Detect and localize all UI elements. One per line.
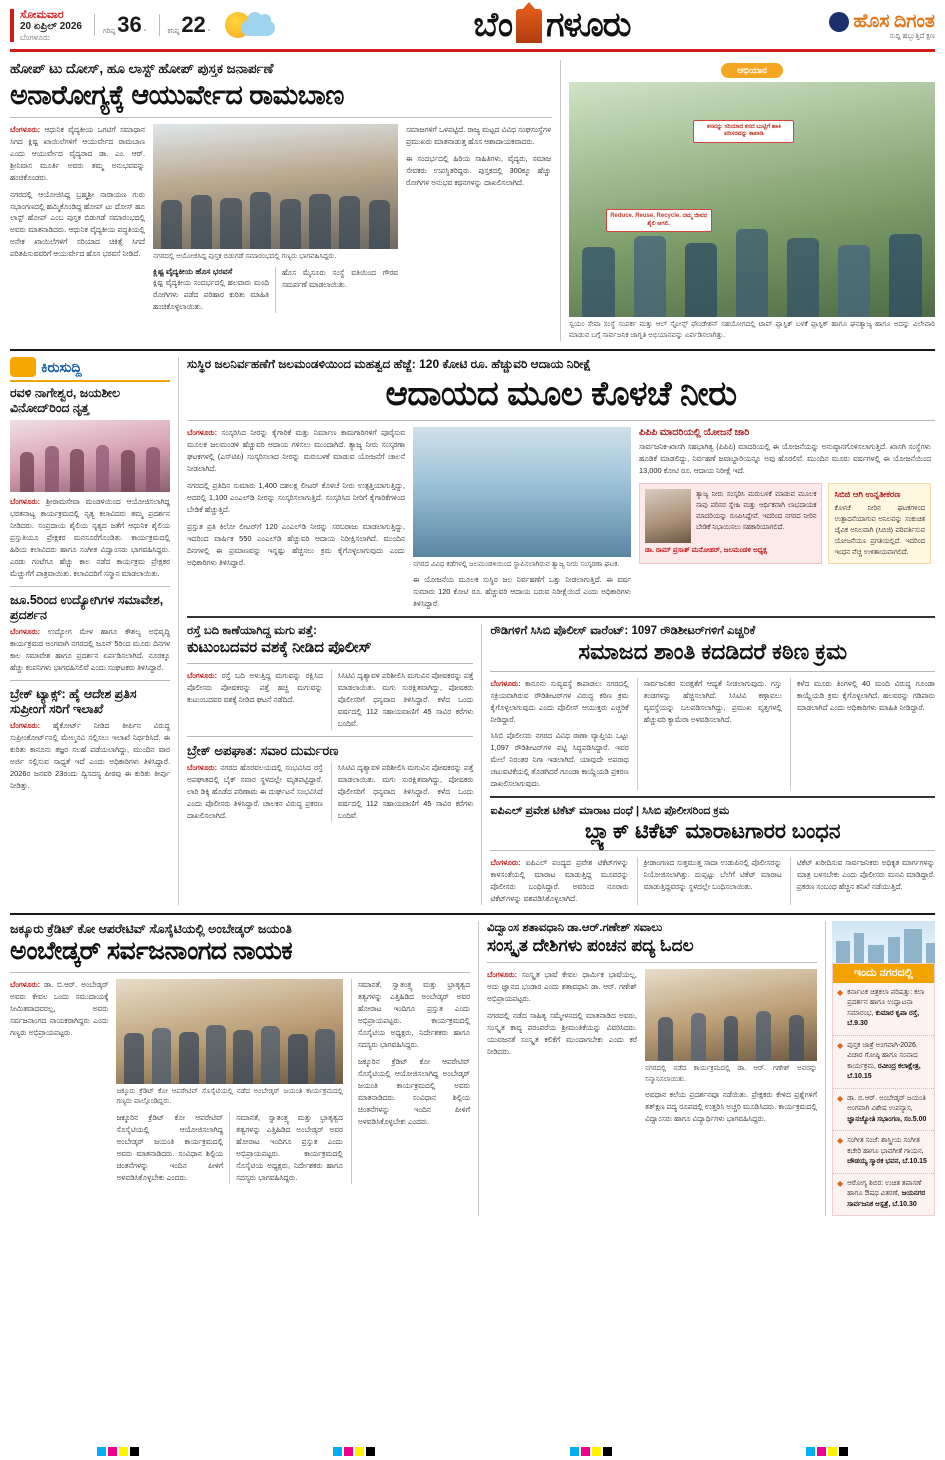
water-body-4: ಈ ಯೋಜನೆಯ ಮೂಲಕ ಸುಸ್ಥಿರ ಜಲ ನಿರ್ವಹಣೆಗೆ ಒತ್ತು ನೀಡಲಾಗುತ್ತಿದೆ. ಈ ವರ್ಷ ಸುಮಾರು 120 ಕೋಟಿ ರೂ. ಹೆಚ್ಚುವರಿ ಆದಾಯ ಬರುವ ನಿರೀಕ್ಷೆಯಿದೆ ಎಂದು ಅಧಿಕಾರಿಗಳು ತಿಳಿಸಿದ್ದಾರೆ. <box>413 575 631 609</box>
abhiyana-block <box>560 60 935 341</box>
bullet-icon: ◆ <box>837 1178 844 1188</box>
kirusuddi-item3-body <box>10 720 170 792</box>
today-item-1-venue: ರವೀಂದ್ರ ಕಲಾಕ್ಷೇತ್ರ, <box>877 1062 921 1070</box>
accident-text: ನಗರದ ಹೊರವಲಯದಲ್ಲಿ ಸಂಭವಿಸಿದ ರಸ್ತೆ ಅಪಘಾತದಲ್ಲಿ ಬೈಕ್ ಸವಾರ ಸ್ಥಳದಲ್ಲೇ ಮೃತಪಟ್ಟಿದ್ದಾರೆ. ಲಾರಿ ಡಿಕ್ಕಿ ಹೊಡೆದ ಪರಿಣಾಮ ಈ ದುರ್ಘಟನೆ ಸಂಭವಿಸಿದೆ ಎಂದು ಪೊಲೀಸರು ತಿಳಿಸಿದ್ದಾರೆ. ಚಾಲಕನ ವಿರುದ್ಧ ಪ್ರಕರಣ ದಾಖಲಿಸಲಾಗಿದೆ. <box>187 762 323 820</box>
lead-col-1 <box>10 124 145 313</box>
edition-title-part1: ಬೆಂ <box>473 6 513 44</box>
child-headline: ಕುಟುಂಬದವರ ವಶಕ್ಕೆ ನೀಡಿದ ಪೊಲೀಸ್ <box>187 639 372 657</box>
ticket-body-3: ಟಿಕೆಟ್ ಖರೀದಿಸುವ ಸಾರ್ವಜನಿಕರು ಅಧಿಕೃತ ಮಾರ್ಗಗಳನ್ನು ಮಾತ್ರ ಬಳಸಬೇಕು ಎಂದು ಪೊಲೀಸರು ಮನವಿ ಮಾಡಿದ್ದಾರೆ. ಪ್ರಕರಣ ಸಂಬಂಧ ಹೆಚ್ಚಿನ ತನಿಖೆ ನಡೆಯುತ್ತಿದೆ. <box>796 857 935 891</box>
placard-2: Reduce. Reuse. Recycle. ನಮ್ಮ ಜೀವನ ಶೈಲಿ ಆಗಲಿ. <box>606 209 712 233</box>
abhiyana-photo <box>569 82 935 317</box>
masthead-left <box>10 9 275 42</box>
quote-portrait <box>645 489 691 543</box>
water-text-1: ಸಂಸ್ಕರಿಸಿದ ನೀರನ್ನು ಕೈಗಾರಿಕೆ ಮತ್ತು ನಿರ್ಮಾಣ ಕಾಮಗಾರಿಗಳಿಗೆ ಪೂರೈಸುವ ಮೂಲಕ ಜಲಮಂಡಳಿ ಹೆಚ್ಚುವರಿ ಆದಾಯ ಗಳಿಸಲು ಮುಂದಾಗಿದೆ. ತ್ಯಾಜ್ಯ ನೀರು ಸಂಸ್ಕರಣಾ ಘಟಕಗಳಲ್ಲಿ (ಎಸ್‌ಟಿಪಿ) ಸಂಸ್ಕರಿಸಲಾದ ನೀರನ್ನು ಮರುಬಳಕೆ ಮಾಡುವ ಯೋಜನೆಗೆ ಚಾಲನೆ ನೀಡಲಾಗಿದೆ. <box>187 427 405 473</box>
lead-text-1: ಆಧುನಿಕ ವೈದ್ಯಕೀಯ ಒಗಟಿಗೆ ಸಮಾಧಾನ ಸಿಗದ ಕ್ಲಿಷ್ಟ ಖಾಯಿಲೆಗಳಿಗೆ ಆಯುರ್ವೇದ ರಾಮಬಾಣ ಎಂದು ಆಯುರ್ವೇದ ವೈದ್ಯರಾದ ಡಾ. ಎಂ. ಆರ್. ಶ್ರೀನಿವಾಸ ಮೂರ್ತಿ ಅವರು ತಮ್ಮ ಅನುಭವವನ್ನು ಹಂಚಿಕೊಂಡರು. <box>10 124 145 182</box>
lead-body-2: ನಗರದಲ್ಲಿ ಆಯೋಜಿಸಿದ್ದ ಬ್ರಹ್ಮಶ್ರೀ ನಾರಾಯಣ ಗುರು ಸಭಾಂಗಣದಲ್ಲಿ ಹಮ್ಮಿಕೊಂಡಿದ್ದ ಹೋಪ್ ಟು ದೋಸ್ ಹೂ ಲಾಸ್ಟ್ ಹೋಪ್ ಎಂಬ ಪುಸ್ತಕ ಬಿಡುಗಡೆ ಸಮಾರಂಭದಲ್ಲಿ ಅವರು ಮಾತನಾಡಿದರು. ಆಧುನಿಕ ವೈದ್ಯಕೀಯ ಪದ್ಧತಿಯಲ್ಲಿ ಅನೇಕ ಖಾಯಿಲೆಗಳಿಗೆ ಸರಿಯಾದ ಚಿಕಿತ್ಸೆ ಸಿಗದೆ ಪರಿತಪಿಸುವವರಿಗೆ ಆಯುರ್ವೇದ ಹೊಸ ಭರವಸೆ ನೀಡಿದೆ. <box>10 189 145 259</box>
temp-high-value: 36 <box>117 12 142 38</box>
vidhana-soudha-icon <box>516 9 542 43</box>
skyline-graphic <box>832 921 935 963</box>
police-story <box>481 624 935 905</box>
police-text-1: ಕಾನೂನು ಸುವ್ಯವಸ್ಥೆ ಕಾಪಾಡಲು ನಗರದಲ್ಲಿ ಸಕ್ರಿಯವಾಗಿರುವ ರೌಡಿಶೀಟರ್‌ಗಳ ವಿರುದ್ಧ ಕಠಿಣ ಕ್ರಮ ಕೈಗೊಳ್ಳಲಾಗುವುದು ಎಂದು ಪೊಲೀಸ್ ಆಯುಕ್ತರು ಎಚ್ಚರಿಕೆ ನೀಡಿದ್ದಾರೆ. <box>490 679 629 725</box>
lead-photo-caption: ನಗರದಲ್ಲಿ ಆಯೋಜಿಸಿದ್ದ ಪುಸ್ತಕ ಬಿಡುಗಡೆ ಸಮಾರಂಭದಲ್ಲಿ ಗಣ್ಯರು ಭಾಗವಹಿಸಿದ್ದರು. <box>153 252 337 260</box>
today-panel <box>832 963 935 1217</box>
police-kicker: ರೌಡಿಗಳಿಗೆ ಸಿಸಿಬಿ ಪೊಲೀಸ್ ವಾರೆಂಟ್: 1097 ರೌಡಿಶೀಟರ್‌ಗಳಿಗೆ ಎಚ್ಚರಿಕೆ <box>490 625 756 638</box>
abhiyana-caption: ಸ್ವಯಂ ಸೇವಾ ಸಂಸ್ಥೆ ಸಂಪರ್ಕ ಮತ್ತು ಆಲ್ ಸ್ಟೋನ್ಸ್ ಫೌಂಡೇಶನ್ ಸಹಯೋಗದಲ್ಲಿ ಟಾಪ್ ಪ್ಲಾಸ್ಟಿಕ್ ಬಳಕೆ ಪ್ಲಾಸ್ಟಿಕ್ ಹಾಗೂ ಘನತ್ಯಾಜ್ಯ ಹಾಗೂ ಅದನ್ನು ವಿಲೇವಾರಿ ಮಾಡುವ ಬಗ್ಗೆ ಸಾರ್ವಜನಿಕ ಜಾಗೃತಿ ಅಭಿಯಾನವನ್ನು ಏರ್ಪಡಿಸಲಾಗಿತ್ತು. <box>569 321 935 339</box>
kirusuddi-item2-text: ಉದ್ಯೋಗ ಮೇಳ ಹಾಗೂ ಕೌಶಲ್ಯ ಅಭಿವೃದ್ಧಿ ಕಾರ್ಯಕ್ರಮದ ಅಂಗವಾಗಿ ನಗರದಲ್ಲಿ ಜೂನ್ 5ರಿಂದ ಮೂರು ದಿನಗಳ ಕಾಲ ಸಮಾವೇಶ ಹಾಗೂ ಪ್ರದರ್ಶನ ಏರ್ಪಡಿಸಲಾಗಿದೆ. ನೂರಕ್ಕೂ ಹೆಚ್ಚು ಕಂಪನಿಗಳು ಭಾಗವಹಿಸಲಿವೆ ಎಂದು ಸಂಘಟಕರು ತಿಳಿಸಿದ್ದಾರೆ. <box>10 626 170 672</box>
temp-low-label: ಕನಿಷ್ಠ <box>167 28 180 36</box>
ticket-body-2: ಕ್ರೀಡಾಂಗಣದ ಸುತ್ತಮುತ್ತ ಸಾದಾ ಉಡುಪಿನಲ್ಲಿ ಪೊಲೀಸರನ್ನು ನಿಯೋಜಿಸಲಾಗಿತ್ತು. ದುಪ್ಪಟ್ಟು ಬೆಲೆಗೆ ಟಿಕೆಟ್ ಮಾರಾಟ ಮಾಡುತ್ತಿದ್ದವರನ್ನು ಸ್ಥಳದಲ್ಲೇ ಬಂಧಿಸಲಾಯಿತು. <box>643 857 782 891</box>
sanskrit-body-2: ನಗರದಲ್ಲಿ ನಡೆದ ಸಾಹಿತ್ಯ ಸಮ್ಮೇಳನದಲ್ಲಿ ಮಾತನಾಡಿದ ಅವರು, ಸಂಸ್ಕೃತ ಕಾವ್ಯ ಪರಂಪರೆಯ ಶ್ರೀಮಂತಿಕೆಯನ್ನು ವಿವರಿಸಿದರು. ಯುವಜನತೆ ಸಂಸ್ಕೃತ ಕಲಿಕೆಗೆ ಮುಂದಾಗಬೇಕು ಎಂದು ಕರೆ ನೀಡಿದರು. <box>487 1011 637 1056</box>
lead-photo-figures <box>153 180 398 249</box>
kirusuddi-item3-dateline: ಬೆಂಗಳೂರು: <box>10 720 41 730</box>
ambedkar-body-1 <box>10 979 108 1039</box>
ambedkar-headline: ಅಂಬೇಡ್ಕರ್ ಸರ್ವಜನಾಂಗದ ನಾಯಕ <box>10 937 293 965</box>
water-photo-caption: ನಗರದ ವಿವಿಧ ಕಡೆಗಳಲ್ಲಿ ಜಲಮಂಡಳಿಯಿಂದ ಸ್ಥಾಪಿಸಲಾಗಿರುವ ತ್ಯಾಜ್ಯ ನೀರು ಸಂಸ್ಕರಣಾ ಘಟಕ. <box>413 560 620 568</box>
placard-1: ಕಸವನ್ನು ಸರಿಯಾದ ಕಸದ ಬುಟ್ಟಿಗೆ ಹಾಕಿ ಪರಿಸರವನ್ನು ಕಾಪಾಡಿ <box>693 120 794 144</box>
bullet-icon: ◆ <box>837 987 844 997</box>
weather-high <box>94 14 147 36</box>
today-in-city <box>825 921 935 1217</box>
kirusuddi-item1-dateline: ಬೆಂಗಳೂರು: <box>10 497 41 506</box>
lead-dateline: ಬೆಂಗಳೂರು: <box>10 124 41 134</box>
ticket-text-1: ಐಪಿಎಲ್ ಪಂದ್ಯದ ಪ್ರವೇಶ ಟಿಕೆಟ್‌ಗಳನ್ನು ಕಾಳಸಂತೆಯಲ್ಲಿ ಮಾರಾಟ ಮಾಡುತ್ತಿದ್ದ ಮೂವರನ್ನು ಪೊಲೀಸರು ಬಂಧಿಸಿದ್ದಾರೆ. ಅವರಿಂದ ನೂರಾರು ಟಿಕೆಟ್‌ಗಳನ್ನು ವಶಪಡಿಸಿಕೊಳ್ಳಲಾಗಿದೆ. <box>490 857 629 903</box>
cbg-title: ಸಿಬಿಜಿ ಆಗಿ ಉನ್ನತೀಕರಣ <box>834 488 901 499</box>
bottom-section <box>10 921 935 1217</box>
publication-brand <box>829 11 935 41</box>
lower-middle <box>187 624 935 905</box>
quote-box <box>639 483 822 564</box>
lead-col-3 <box>406 124 551 313</box>
kirusuddi-column <box>10 357 170 905</box>
water-headline: ಆದಾಯದ ಮೂಲ ಕೊಳಚೆ ನೀರು <box>385 374 737 413</box>
accident-body-cont: ಸಿಸಿಟಿವಿ ದೃಶ್ಯಾವಳಿ ಪರಿಶೀಲಿಸಿ ಮಗುವಿನ ಪೋಷಕರನ್ನು ಪತ್ತೆ ಮಾಡಲಾಯಿತು. ಮಗು ಸುರಕ್ಷಿತವಾಗಿದ್ದು, ಪೋಷಕರು ಪೊಲೀಸರಿಗೆ ಧನ್ಯವಾದ ತಿಳಿಸಿದ್ದಾರೆ. ಕಳೆದ ಒಂದು ವರ್ಷದಲ್ಲಿ 112 ಸಹಾಯವಾಣಿಗೆ 45 ಸಾವಿರ ಕರೆಗಳು ಬಂದಿವೆ. <box>337 762 474 820</box>
list-item <box>833 1174 934 1216</box>
abhiyana-badge: ಅಭಿಯಾನ <box>721 63 783 78</box>
sanskrit-dateline: ಬೆಂಗಳೂರು: <box>487 970 518 980</box>
ambedkar-story <box>10 921 470 1217</box>
brand-tagline: ಸುದ್ದಿ ಹಬ್ಬುತ್ತಿದೆ ಕ್ಷಣ <box>889 32 935 40</box>
kirusuddi-item2-body <box>10 626 170 674</box>
child-kicker: ರಸ್ತೆ ಬದಿ ಕಾಣೆಯಾಗಿದ್ದ ಮಗು ಪತ್ತೆ: <box>187 625 317 638</box>
police-headline: ಸಮಾಜದ ಶಾಂತಿ ಕದಡಿದರೆ ಕಠಿಣ ಕ್ರಮ <box>578 639 848 665</box>
ambedkar-body-4: ಸಮಾನತೆ, ಸ್ವಾತಂತ್ರ್ಯ ಮತ್ತು ಭ್ರಾತೃತ್ವದ ತತ್ವಗಳನ್ನು ಎತ್ತಿಹಿಡಿದ ಅಂಬೇಡ್ಕರ್ ಅವರ ಹೋರಾಟ ಇಂದಿಗೂ ಪ್ರಸ್ತುತ ಎಂದು ಅಭಿಪ್ರಾಯಪಟ್ಟರು. ಕಾರ್ಯಕ್ರಮದಲ್ಲಿ ಸೊಸೈಟಿಯ ಅಧ್ಯಕ್ಷರು, ನಿರ್ದೇಶಕರು ಹಾಗೂ ಸದಸ್ಯರು ಭಾಗವಹಿಸಿದ್ದರು. <box>357 979 470 1049</box>
list-item <box>833 1036 934 1089</box>
print-registration-marks <box>0 1443 945 1456</box>
list-item <box>833 1131 934 1174</box>
kirusuddi-item2-dateline: ಬೆಂಗಳೂರು: <box>10 626 41 636</box>
weather-icon <box>219 12 275 38</box>
cbg-box <box>828 483 931 564</box>
edition-title-wrap <box>275 6 830 45</box>
quote-text: ತ್ಯಾಜ್ಯ ನೀರು ಸಂಸ್ಕರಿಸಿ ಮರುಬಳಕೆ ಮಾಡುವ ಮೂಲಕ ನಾವು ಪರಿಸರ ಸ್ನೇಹಿ ಮತ್ತು ಆರ್ಥಿಕವಾಗಿ ಲಾಭದಾಯಕ ಮಾದರಿಯನ್ನು ರೂಪಿಸಿದ್ದೇವೆ. ಇದರಿಂದ ನಗರದ ನೀರಿನ ಬೇಡಿಕೆ ನಿಭಾಯಿಸಲು ಸಹಕಾರಿಯಾಗಲಿದೆ. <box>696 490 817 531</box>
ticket-dateline: ಬೆಂಗಳೂರು: <box>490 857 521 867</box>
ambedkar-caption: ಜಕ್ಕೂರು ಕ್ರೆಡಿಟ್ ಕೋ ಆಪರೇಟಿವ್ ಸೊಸೈಟಿಯಲ್ಲಿ ನಡೆದ ಅಂಬೇಡ್ಕರ್ ಜಯಂತಿ ಕಾರ್ಯಕ್ರಮದಲ್ಲಿ ಗಣ್ಯರು ಪಾಲ್ಗೊಂಡಿದ್ದರು. <box>116 1087 343 1106</box>
today-item-2-venue: ಜ್ಞಾನಜ್ಯೋತಿ ಸಭಾಂಗಣ, <box>847 1115 903 1123</box>
water-kicker: ಸುಸ್ಥಿರ ಜಲನಿರ್ವಹಣೆಗೆ ಜಲಮಂಡಳಿಯಿಂದ ಮಹತ್ವದ ಹೆಜ್ಜೆ: 120 ಕೋಟಿ ರೂ. ಹೆಚ್ಚುವರಿ ಆದಾಯ ನಿರೀಕ್ಷೆ <box>187 357 591 371</box>
temp-high-label: ಗರಿಷ್ಠ <box>102 28 116 36</box>
ambedkar-body-5: ಜಕ್ಕೂರಿನ ಕ್ರೆಡಿಟ್ ಕೋ ಆಪರೇಟಿವ್ ಸೊಸೈಟಿಯಲ್ಲಿ ಆಯೋಜಿಸಲಾಗಿದ್ದ ಅಂಬೇಡ್ಕರ್ ಜಯಂತಿ ಕಾರ್ಯಕ್ರಮದಲ್ಲಿ ಅವರು ಮಾತನಾಡಿದರು. ಸಂವಿಧಾನ ಶಿಲ್ಪಿಯ ಚಿಂತನೆಗಳನ್ನು ಇಂದಿನ ಪೀಳಿಗೆ ಅಳವಡಿಸಿಕೊಳ್ಳಬೇಕು ಎಂದರು. <box>357 1056 470 1126</box>
brand-name-2: ದಿಗಂತ <box>893 10 935 32</box>
today-item-1-text: ಪುಸ್ತಕ ಜಾತ್ರೆ ಅಂಗವಾಗಿ-2026. ವಿಚಾರ ಗೋಷ್ಠಿ ಹಾಗೂ ಸಂವಾದ ಕಾರ್ಯಕ್ರಮ, <box>847 1041 918 1070</box>
date-city: ಬೆಂಗಳೂರು <box>20 32 50 42</box>
sanskrit-body-3: ಅವಧಾನ ಕಲೆಯ ಪ್ರದರ್ಶನವೂ ನಡೆಯಿತು. ಪ್ರೇಕ್ಷಕರು ಕೇಳಿದ ಪ್ರಶ್ನೆಗಳಿಗೆ ತತ್‌ಕ್ಷಣ ಪದ್ಯ ರೂಪದಲ್ಲಿ ಉತ್ತರಿಸಿ ಅಚ್ಚರಿ ಮೂಡಿಸಿದರು. ಕಾರ್ಯಕ್ರಮದಲ್ಲಿ ವಿದ್ವಾಂಸರು ಹಾಗೂ ವಿದ್ಯಾರ್ಥಿಗಳು ಭಾಗವಹಿಸಿದ್ದರು. <box>645 1090 817 1124</box>
sanskrit-photo <box>645 969 817 1061</box>
accident-title: ಬ್ರೇಕ್ ಅಪಘಾತ: ಸವಾರ ದುರ್ಮರಣ <box>187 743 339 758</box>
child-found-story <box>187 624 473 905</box>
lead-headline: ಅನಾರೋಗ್ಯಕ್ಕೆ ಆಯುರ್ವೇದ ರಾಮಬಾಣ <box>10 79 344 110</box>
lead-body-1 <box>10 124 145 184</box>
brand-name-1: ಹೊಸ <box>853 10 890 32</box>
lead-sub1-title: ಕ್ಲಿಷ್ಟ ವೈದ್ಯಕೀಯ ಹೊಸ ಭರವಸೆ <box>153 267 233 277</box>
accident-dateline: ಬೆಂಗಳೂರು: <box>187 762 218 772</box>
lead-sub2-body: ಹೊಸ ಮೈಸೂರು ಸಂಸ್ಥೆ ವತಿಯಿಂದ ಗೌರವ ಸಮರ್ಪಣೆ ಮಾಡಲಾಯಿತು. <box>282 268 398 290</box>
cbg-body: ಕೊಳಚೆ ನೀರಿನ ಘಟಕಗಳಿಂದ ಉತ್ಪಾದನೆಯಾಗುವ ಅನಿಲವನ್ನು ಸಂಕುಚಿತ ಜೈವಿಕ ಅನಿಲವಾಗಿ (ಸಿಬಿಜಿ) ಪರಿವರ್ತಿಸುವ ಯೋಜನೆಯೂ ಪ್ರಗತಿಯಲ್ಲಿದೆ. ಇದರಿಂದ ಇಂಧನ ವೆಚ್ಚ ಉಳಿತಾಯವಾಗಲಿದೆ. <box>834 504 925 556</box>
today-title: ಇಂದು ನಗರದಲ್ಲಿ <box>833 964 934 983</box>
sanskrit-body-1 <box>487 969 637 1005</box>
water-col-1 <box>187 427 405 610</box>
ticket-body-1 <box>490 857 628 905</box>
water-dateline: ಬೆಂಗಳೂರು: <box>187 427 218 437</box>
ambedkar-body-3: ಸಮಾನತೆ, ಸ್ವಾತಂತ್ರ್ಯ ಮತ್ತು ಭ್ರಾತೃತ್ವದ ತತ್ವಗಳನ್ನು ಎತ್ತಿಹಿಡಿದ ಅಂಬೇಡ್ಕರ್ ಅವರ ಹೋರಾಟ ಇಂದಿಗೂ ಪ್ರಸ್ತುತ ಎಂದು ಅಭಿಪ್ರಾಯಪಟ್ಟರು. ಕಾರ್ಯಕ್ರಮದಲ್ಲಿ ಸೊಸೈಟಿಯ ಅಧ್ಯಕ್ಷರು, ನಿರ್ದೇಶಕರು ಹಾಗೂ ಸದಸ್ಯರು ಭಾಗವಹಿಸಿದ್ದರು. <box>236 1112 343 1182</box>
today-item-3-text: ಸಂಗೀತ ಸಂಜೆ: ಶಾಸ್ತ್ರೀಯ ಸಂಗೀತ ಕಚೇರಿ ಹಾಗೂ ಭಾವಗೀತೆ ಗಾಯನ, <box>847 1137 924 1155</box>
today-item-2-text: ಡಾ. ಬಿ.ಆರ್. ಅಂಬೇಡ್ಕರ್ ಜಯಂತಿ ಅಂಗವಾಗಿ ವಿಶೇಷ ಉಪನ್ಯಾಸ, <box>847 1094 926 1113</box>
lead-kicker: ಹೋಪ್ ಟು ದೋಸ್, ಹೂ ಲಾಸ್ಟ್ ಹೋಪ್ ಪುಸ್ತಕ ಜನಾರ್ಪಣೆ <box>10 61 274 76</box>
police-body-1b: ಸಿಸಿಬಿ ಪೊಲೀಸರು ನಗರದ ವಿವಿಧ ಠಾಣಾ ವ್ಯಾಪ್ತಿಯ ಒಟ್ಟು 1,097 ರೌಡಿಶೀಟರ್‌ಗಳ ಪಟ್ಟಿ ಸಿದ್ಧಪಡಿಸಿದ್ದಾರೆ. ಇವರ ಮೇಲೆ ನಿರಂತರ ನಿಗಾ ಇಡಲಾಗಿದೆ. ಯಾವುದೇ ಅಪರಾಧ ಚಟುವಟಿಕೆಯಲ್ಲಿ ತೊಡಗಿದರೆ ಗೂಂಡಾ ಕಾಯ್ದೆಯಡಿ ಪ್ರಕರಣ ದಾಖಲಿಸಲಾಗುವುದು. <box>490 731 629 789</box>
kirusuddi-item1-body <box>10 496 170 580</box>
kirusuddi-item3-title: ಬ್ರೇಕ್ ಟ್ಯಾಕ್ಸ್: ಹೈ ಆದೇಶ ಪ್ರತಿಸ ಸುಪ್ರೀಂಗೆ ಸರಿಗೆ ಇಲಾಖೆ <box>10 686 137 716</box>
bullet-icon: ◆ <box>837 1093 844 1103</box>
police-body-3: ಕಳೆದ ಮೂರು ತಿಂಗಳಲ್ಲಿ 40 ಮಂದಿ ವಿರುದ್ಧ ಗೂಂಡಾ ಕಾಯ್ದೆಯಡಿ ಕ್ರಮ ಕೈಗೊಳ್ಳಲಾಗಿದೆ. ಹಲವರನ್ನು ಗಡಿಪಾರು ಮಾಡಲಾಗಿದೆ ಎಂದು ಅಧಿಕಾರಿಗಳು ಮಾಹಿತಿ ನೀಡಿದ್ದಾರೆ. <box>796 679 935 713</box>
kirusuddi-item3-text: ಹೈಕೋರ್ಟ್ ನೀಡಿದ ತೀರ್ಪಿನ ವಿರುದ್ಧ ಸುಪ್ರೀಂಕೋರ್ಟ್‌ನಲ್ಲಿ ಮೇಲ್ಮನವಿ ಸಲ್ಲಿಸಲು ಇಲಾಖೆ ನಿರ್ಧರಿಸಿದೆ. ಈ ಕುರಿತು ಕಾನೂನು ತಜ್ಞರ ಸಲಹೆ ಪಡೆಯಲಾಗಿದ್ದು, ಮುಂದಿನ ವಾರ ಅರ್ಜಿ ಸಲ್ಲಿಸುವ ಸಾಧ್ಯತೆ ಇದೆ ಎಂದು ಅಧಿಕಾರಿಗಳು ತಿಳಿಸಿದ್ದಾರೆ. 2026ರ ಜನವರಿ 23ರಂದು ದ್ವಿಸದಸ್ಯ ಪೀಠವು ಈ ಕುರಿತು ತೀರ್ಪು ನೀಡಿತ್ತು. <box>10 720 170 790</box>
today-item-4-text: ಆರೋಗ್ಯ ಶಿಬಿರ: ಉಚಿತ ತಪಾಸಣೆ ಹಾಗೂ ಔಷಧ ವಿತರಣೆ, <box>847 1179 922 1198</box>
temp-low-value: 22 <box>181 12 206 38</box>
lead-photo <box>153 124 398 249</box>
lead-sub1-body: ಕ್ಲಿಷ್ಟ ವೈದ್ಯಕೀಯ ಸಂದರ್ಭದಲ್ಲಿ ಹಲವಾರು ಮಂದಿ ರೋಗಿಗಳು ಪಡೆದ ಪರಿಹಾರ ಕುರಿತು ಮಾಹಿತಿ ಹಂಚಿಕೊಳ್ಳಲಾಯಿತು. <box>153 278 269 312</box>
middle-section <box>10 357 935 905</box>
top-section <box>10 60 935 341</box>
temp-high-unit: ° <box>143 29 147 37</box>
child-dateline: ಬೆಂಗಳೂರು: <box>187 671 218 681</box>
kirusuddi-item2-title: ಜೂ.5ರಿಂದ ಉದ್ಯೋಗಿಗಳ ಸಮಾವೇಶ, ಪ್ರದರ್ಶನ <box>10 592 164 622</box>
water-story-block <box>178 357 935 905</box>
ambedkar-kicker: ಜಕ್ಕೂರು ಕ್ರೆಡಿಟ್ ಕೋ ಆಪರೇಟಿವ್ ಸೊಸೈಟಿಯಲ್ಲಿ ಅಂಬೇಡ್ಕರ್ ಜಯಂತಿ <box>10 921 292 936</box>
child-body-1 <box>187 670 323 706</box>
water-photo <box>413 427 631 557</box>
quote-attribution: ಡಾ. ರಾಮ್ ಪ್ರಸಾತ್ ಮನೋಹರ್, ಜಲಮಂಡಳಿ ಅಧ್ಯಕ್ಷ <box>645 546 767 554</box>
police-dateline: ಬೆಂಗಳೂರು: <box>490 679 521 689</box>
masthead <box>10 6 935 52</box>
bullet-icon: ◆ <box>837 1136 844 1146</box>
date-day: ಸೋಮವಾರ <box>20 8 64 21</box>
today-item-0-venue: ಕುಮಾರ ಕೃಪಾ ರಸ್ತೆ, <box>875 1009 920 1017</box>
water-body-3: ಪ್ರಸ್ತುತ ಪ್ರತಿ ಕಿಲೋ ಲೀಟರ್‌ಗೆ 120 ಎಂಎಲ್‌ಡಿ ನೀರನ್ನು ಸರಬರಾಜು ಮಾಡಲಾಗುತ್ತಿದ್ದು, ಇದರಿಂದ ವಾರ್ಷಿಕ 550 ಎಂಎಲ್‌ಡಿ ಹೆಚ್ಚುವರಿ ಆದಾಯ ನಿರೀಕ್ಷಿಸಲಾಗಿದೆ. ಮುಂದಿನ ದಿನಗಳಲ್ಲಿ ಈ ಪ್ರಮಾಣವನ್ನು ಇನ್ನಷ್ಟು ಹೆಚ್ಚಿಸಲು ಕ್ರಮ ಕೈಗೊಳ್ಳಲಾಗುವುದು ಎಂದು ಅಧಿಕಾರಿಗಳು ತಿಳಿಸಿದ್ದಾರೆ. <box>187 521 405 567</box>
water-col-2 <box>413 427 631 610</box>
temp-low-unit: ° <box>207 29 211 37</box>
lead-body-3: ಸಮಾಜಗಳಿಗೆ ಒಳಪಟ್ಟಿದೆ. ರಾಜ್ಯ ಮಟ್ಟದ ವಿವಿಧ ಸಂಘಸಂಸ್ಥೆಗಳ ಪ್ರಮುಖರು ಮಾತನಾಡುತ್ತ ಹೊಸ ಆಶಾದಾಯಕವಾದರು. <box>406 124 551 146</box>
pointing-hand-icon <box>10 357 36 377</box>
police-body-1 <box>490 678 628 726</box>
kirusuddi-item1-text: ಶ್ರೀರಾಮಸೇವಾ ಮಂಡಳಿಯಿಂದ ಆಯೋಜಿಸಲಾಗಿದ್ದ ಭರತನಾಟ್ಯ ಕಾರ್ಯಕ್ರಮದಲ್ಲಿ ನೃತ್ಯ ಕಲಾವಿದರು ತಮ್ಮ ಪ್ರದರ್ಶನ ನೀಡಿದರು. ಸಂಪ್ರದಾಯ ಶೈಲಿಯ ನೃತ್ಯದ ಜತೆಗೆ ಆಧುನಿಕ ಶೈಲಿಯ ಪ್ರಸ್ತುತಿಯೂ ಪ್ರೇಕ್ಷಕರ ಮನಸೂರೆಗೊಂಡಿತು. ಕಾರ್ಯಕ್ರಮದಲ್ಲಿ ಹಿರಿಯ ಕಲಾವಿದರು ಹಾಗೂ ಸಂಗೀತ ವಿದ್ವಾಂಸರು ಭಾಗವಹಿಸಿದ್ದರು. ಎರಡು ಗಂಟೆಗೂ ಹೆಚ್ಚು ಕಾಲ ನಡೆದ ಕಾರ್ಯಕ್ರಮ ಪ್ರೇಕ್ಷಕರ ಮೆಚ್ಚುಗೆಗೆ ಪಾತ್ರವಾಯಿತು. ಕಲಾವಿದರಿಗೆ ಸನ್ಮಾನ ಮಾಡಲಾಯಿತು. <box>10 497 170 578</box>
sanskrit-headline: ಸಂಸ್ಕೃತ ದೇಶಿಗಳು ಪಂಚನ ಪದ್ಯ ಓದಲ <box>487 935 694 955</box>
accident-body <box>187 762 323 822</box>
ticket-headline: ಬ್ಲ್ಯಾಕ್ ಟಿಕೆಟ್ ಮಾರಾಟಗಾರರ ಬಂಧನ <box>584 819 841 843</box>
water-body-2: ನಗರದಲ್ಲಿ ಪ್ರತಿದಿನ ಸುಮಾರು 1,400 ದಶಲಕ್ಷ ಲೀಟರ್ ಕೊಳಚೆ ನೀರು ಉತ್ಪತ್ತಿಯಾಗುತ್ತಿದ್ದು, ಅದರಲ್ಲಿ 1,100 ಎಂಎಲ್‌ಡಿ ನೀರನ್ನು ಸಂಸ್ಕರಿಸಲಾಗುತ್ತಿದೆ. ಸಂಸ್ಕರಿಸಿದ ನೀರಿಗೆ ಕೈಗಾರಿಕೆಗಳಿಂದ ಬೇಡಿಕೆ ಹೆಚ್ಚುತ್ತಿದೆ. <box>187 480 405 514</box>
today-item-4-time: ಬೆ.10.30 <box>892 1200 917 1208</box>
kirusuddi-item1-title: ರವಳಿ ನಾಗೇಶ್ವರ, ಜಯಶೀಲ ವಿನೋದ್‌ರಿಂದ ನೃತ್ತ <box>10 386 121 415</box>
today-item-3-time: ಬೆ.10.15 <box>902 1158 927 1166</box>
police-body-2: ಸಾರ್ವಜನಿಕರ ಸುರಕ್ಷತೆಗೆ ಆದ್ಯತೆ ನೀಡಲಾಗುವುದು. ಗಸ್ತು ತಂಡಗಳನ್ನು ಹೆಚ್ಚಿಸಲಾಗಿದೆ. ಸಿಸಿಟಿವಿ ಕಣ್ಗಾವಲು ವ್ಯವಸ್ಥೆಯನ್ನು ಬಲಪಡಿಸಲಾಗಿದ್ದು, ಪ್ರಮುಖ ವೃತ್ತಗಳಲ್ಲಿ ಹೆಚ್ಚುವರಿ ಕ್ಯಾಮೆರಾ ಅಳವಡಿಸಲಾಗಿದೆ. <box>643 679 782 725</box>
bullet-icon: ◆ <box>837 1040 844 1050</box>
date-block <box>10 9 82 42</box>
sanskrit-caption: ನಗರದಲ್ಲಿ ನಡೆದ ಕಾರ್ಯಕ್ರಮದಲ್ಲಿ ಡಾ. ಆರ್. ಗಣೇಶ್ ಅವರನ್ನು ಸನ್ಮಾನಿಸಲಾಯಿತು. <box>645 1065 817 1083</box>
ambedkar-col-3 <box>351 979 470 1184</box>
water-col-3 <box>639 427 931 610</box>
kirusuddi-label: ಕಿರುಸುದ್ದಿ <box>41 358 82 375</box>
ambedkar-photo <box>116 979 342 1084</box>
today-item-1-time: ಬೆ.10.15 <box>847 1073 872 1081</box>
today-item-0-time: ಬೆ.9.30 <box>847 1020 868 1028</box>
sanskrit-story <box>478 921 817 1217</box>
today-item-4-venue: ಜಯನಗರ ಸಾರ್ವಜನಿಕ ಆಸ್ಪತ್ರೆ, <box>847 1190 926 1208</box>
sanskrit-text-1: ಸಂಸ್ಕೃತ ಭಾಷೆ ಕೇವಲ ಧಾರ್ಮಿಕ ಭಾಷೆಯಲ್ಲ, ಅದು ಜ್ಞಾನದ ಭಂಡಾರ ಎಂದು ಶತಾವಧಾನಿ ಡಾ. ಆರ್. ಗಣೇಶ್ ಅಭಿಪ್ರಾಯಪಟ್ಟರು. <box>487 970 637 1004</box>
ticket-kicker: ಐಪಿಎಲ್ ಪ್ರವೇಶ ಟಿಕೆಟ್ ಮಾರಾಟ ದಂಧೆ | ಸಿಸಿಬಿ ಪೊಲೀಸರಿಂದ ಕ್ರಮ <box>490 805 730 818</box>
water-columns <box>187 427 935 610</box>
cloud-icon <box>241 20 275 36</box>
child-body-2: ಸಿಸಿಟಿವಿ ದೃಶ್ಯಾವಳಿ ಪರಿಶೀಲಿಸಿ ಮಗುವಿನ ಪೋಷಕರನ್ನು ಪತ್ತೆ ಮಾಡಲಾಯಿತು. ಮಗು ಸುರಕ್ಷಿತವಾಗಿದ್ದು, ಪೋಷಕರು ಪೊಲೀಸರಿಗೆ ಧನ್ಯವಾದ ತಿಳಿಸಿದ್ದಾರೆ. ಕಳೆದ ಒಂದು ವರ್ಷದಲ್ಲಿ 112 ಸಹಾಯವಾಣಿಗೆ 45 ಸಾವಿರ ಕರೆಗಳು ಬಂದಿವೆ. <box>337 671 474 729</box>
today-item-2-time: ಸಂ.5.00 <box>904 1115 927 1123</box>
weather-low <box>159 14 211 36</box>
lead-body-4: ಈ ಸಂದರ್ಭದಲ್ಲಿ ಹಿರಿಯ ಸಾಹಿತಿಗಳು, ವೈದ್ಯರು, ಸಮಾಜ ಸೇವಕರು ಉಪಸ್ಥಿತರಿದ್ದರು. ಪುಸ್ತಕದಲ್ಲಿ 300ಕ್ಕೂ ಹೆಚ್ಚು ರೋಗಿಗಳ ಅನುಭವ ಕಥನಗಳನ್ನು ದಾಖಲಿಸಲಾಗಿದೆ. <box>406 153 551 187</box>
lead-columns <box>10 124 552 313</box>
brand-mark-icon <box>829 12 849 32</box>
ppp-title: ಪಿಪಿಪಿ ಮಾದರಿಯಲ್ಲಿ ಯೋಜನೆ ಜಾರಿ <box>639 426 750 438</box>
edition-title: ಗಳೂರು <box>546 6 631 44</box>
abhiyana-figures <box>569 204 935 317</box>
date-full: 20 ಏಪ್ರಿಲ್ 2026 <box>20 21 82 33</box>
kirusuddi-header <box>10 357 170 382</box>
water-body-1 <box>187 427 405 475</box>
list-item <box>833 983 934 1036</box>
today-item-3-venue: ಚೌಡಯ್ಯ ಸ್ಮಾರಕ ಭವನ, <box>847 1158 901 1166</box>
kirusuddi-item1-photo <box>10 420 170 492</box>
ambedkar-text-1: ಡಾ. ಬಿ.ಆರ್. ಅಂಬೇಡ್ಕರ್ ಅವರು ಕೇವಲ ಒಂದು ಸಮುದಾಯಕ್ಕೆ ಸೀಮಿತವಾದವರಲ್ಲ, ಅವರು ಸರ್ವಜನಾಂಗದ ನಾಯಕರಾಗಿದ್ದರು ಎಂದು ಗಣ್ಯರು ಅಭಿಪ್ರಾಯಪಟ್ಟರು. <box>10 979 109 1037</box>
list-item <box>833 1089 934 1132</box>
ambedkar-dateline: ಬೆಂಗಳೂರು: <box>10 979 41 989</box>
child-text-1: ರಸ್ತೆ ಬದಿ ಅಳುತ್ತಿದ್ದ ಮಗುವನ್ನು ರಕ್ಷಿಸಿದ ಪೊಲೀಸರು ಪೋಷಕರನ್ನು ಪತ್ತೆ ಹಚ್ಚಿ ಮಗುವನ್ನು ಕುಟುಂಬದವರ ವಶಕ್ಕೆ ನೀಡಿದ ಘಟನೆ ನಡೆದಿದೆ. <box>187 671 323 705</box>
sanskrit-kicker: ವಿದ್ವಾಂಸ ಶತಾವಧಾನಿ ಡಾ.ಆರ್.ಗಣೇಶ್ ಸವಾಲು <box>487 921 663 934</box>
ppp-body: ಸಾರ್ವಜನಿಕ-ಖಾಸಗಿ ಸಹಭಾಗಿತ್ವ (ಪಿಪಿಪಿ) ಮಾದರಿಯಲ್ಲಿ ಈ ಯೋಜನೆಯನ್ನು ಅನುಷ್ಠಾನಗೊಳಿಸಲಾಗುತ್ತಿದೆ. ಖಾಸಗಿ ಸಂಸ್ಥೆಗಳು ಹೂಡಿಕೆ ಮಾಡಲಿದ್ದು, ನಿರ್ವಹಣೆ ಜವಾಬ್ದಾರಿಯನ್ನೂ ಅವು ಹೊರಲಿವೆ. ಮುಂದಿನ ಮೂರು ವರ್ಷಗಳಲ್ಲಿ ಈ ಯೋಜನೆಯಿಂದ 13,000 ಕೋಟಿ ರೂ. ಆದಾಯ ನಿರೀಕ್ಷೆ ಇದೆ. <box>639 441 931 475</box>
ambedkar-body-2: ಜಕ್ಕೂರಿನ ಕ್ರೆಡಿಟ್ ಕೋ ಆಪರೇಟಿವ್ ಸೊಸೈಟಿಯಲ್ಲಿ ಆಯೋಜಿಸಲಾಗಿದ್ದ ಅಂಬೇಡ್ಕರ್ ಜಯಂತಿ ಕಾರ್ಯಕ್ರಮದಲ್ಲಿ ಅವರು ಮಾತನಾಡಿದರು. ಸಂವಿಧಾನ ಶಿಲ್ಪಿಯ ಚಿಂತನೆಗಳನ್ನು ಇಂದಿನ ಪೀಳಿಗೆ ಅಳವಡಿಸಿಕೊಳ್ಳಬೇಕು ಎಂದರು. <box>116 1112 224 1182</box>
lead-col-2 <box>153 124 398 313</box>
today-item-0-text: ಕರ್ನಾಟಕ ಚಿತ್ರಕಲಾ ಪರಿಷತ್ತು: ಕಲಾ ಪ್ರದರ್ಶನ ಹಾಗೂ ಉದ್ಘಾಟನಾ ಸಮಾರಂಭ, <box>847 988 925 1017</box>
lead-story <box>10 60 552 341</box>
